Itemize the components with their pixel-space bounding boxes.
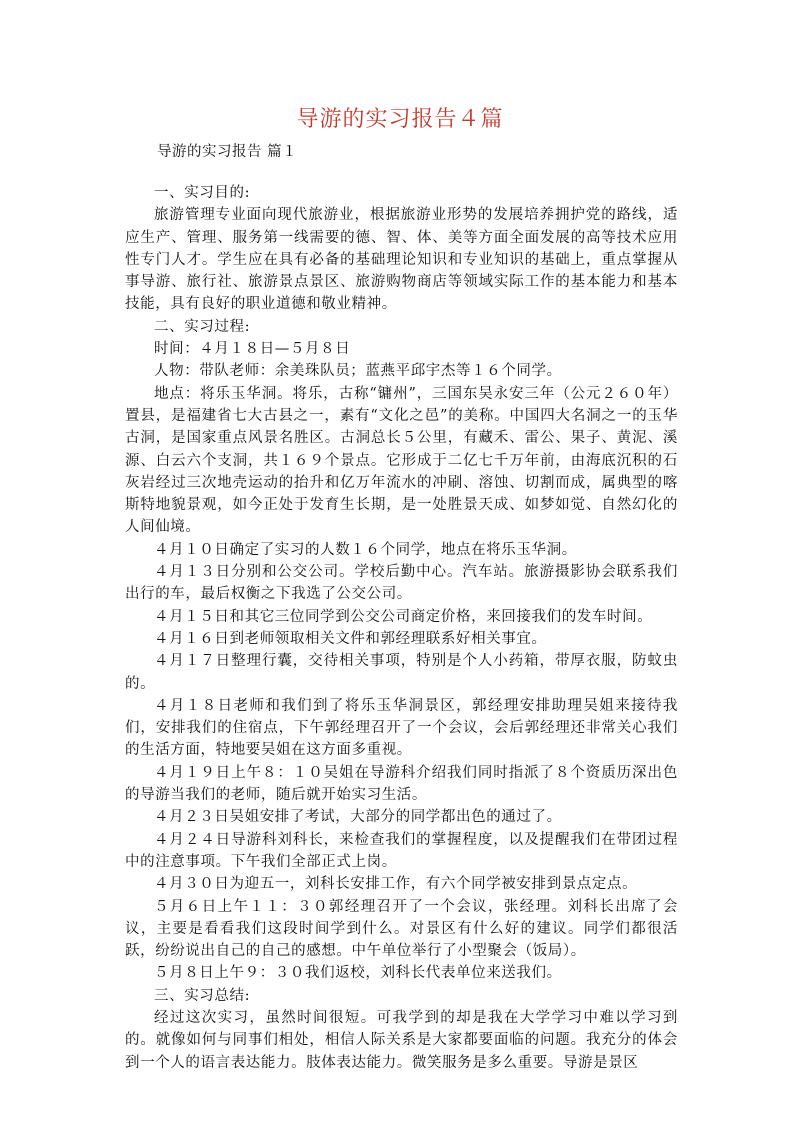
paragraph: 一、实习目的:: [154, 185, 251, 201]
paragraph: ５月８日上午９：３０我们返校，刘科长代表单位来送我们。: [154, 965, 562, 982]
paragraph: 时间：４月１８日—５月８日: [154, 341, 351, 358]
paragraph: ４月２４日导游科刘科长，来检查我们的掌握程度，以及提醒我们在带团过程中的注意事项。下午我们全部正式上岗。: [125, 831, 678, 870]
paragraph: 三、实习总结:: [154, 987, 251, 1004]
paragraph: 二、实习过程:: [154, 318, 251, 335]
paragraph: 旅游管理专业面向现代旅游业，根据旅游业形势的发展培养拥护党的路线，适应生产、管理、服务第一线需要的德、智、体、美等方面全面发展的高等技术应用性专门人才。学生应在具有必备的基础理论知识和专业知识的基础上，重点掌握从事导游、旅行社、旅游景点景区、旅游购物商店等领域实际工作的基本能力和基本技能，具有良好的职业道德和敬业精神。: [125, 207, 678, 313]
paragraph: ４月１８日老师和我们到了将乐玉华洞景区，郭经理安排助理吴姐来接待我们，安排我们的住宿点，下午郭经理召开了一个会议，会后郭经理还非常关心我们的生活方面，特地要吴姐在这方面多重视。: [125, 697, 678, 759]
paragraph: ５月６日上午１１：３０郭经理召开了一个会议，张经理。刘科长出席了会议，主要是看看我们这段时间学到什么。对景区有什么好的建议。同学们都很活跃，纷纷说出自己的自己的感想。中午单位举行了小型聚会（饭局）。: [125, 898, 678, 960]
document-title: 导游的实习报告４篇: [296, 107, 504, 132]
paragraph: ４月１０日确定了实习的人数１６个同学，地点在将乐玉华洞。: [154, 541, 577, 558]
paragraph: ４月１９日上午８：１０吴姐在导游科介绍我们同时指派了８个资质历深出色的导游当我们的老师，随后就开始实习生活。: [125, 764, 678, 804]
document-subtitle: 导游的实习报告 篇１: [157, 144, 298, 160]
paragraph: ４月１５日和其它三位同学到公交公司商定价格，来回接我们的发车时间。: [154, 608, 653, 625]
paragraph: ４月２３日吴姐安排了考试，大部分的同学都出色的通过了。: [154, 809, 562, 826]
paragraph: ４月１６日到老师领取相关文件和郭经理联系好相关事宜。: [154, 630, 547, 647]
paragraph: ４月１３日分别和公交公司。学校后勤中心。汽车站。旅游摄影协会联系我们出行的车，最后权衡之下我选了公交公司。: [125, 564, 678, 603]
paragraph: ４月１７日整理行囊，交待相关事项，特别是个人小药箱，带厚衣服，防蚊虫的。: [125, 653, 678, 692]
paragraph: 经过这次实习，虽然时间很短。可我学到的却是我在大学学习中难以学习到的。就像如何与同事们相处，相信人际关系是大家都要面临的问题。我充分的体会到一个人的语言表达能力。肢体表达能力。微笑服务是多么重要。导游是景区: [125, 1009, 678, 1071]
document-body: [125, 182, 678, 1074]
paragraph: 人物：带队老师：余美珠队员；蓝燕平邱宇杰等１６个同学。: [154, 363, 562, 380]
paragraph: 地点：将乐玉华洞。将乐，古称“镛州”，三国东吴永安三年（公元２６０年）置县，是福建省七大古县之一，素有“文化之邑”的美称。中国四大名洞之一的玉华古洞，是国家重点风景名胜区。古洞总长５公里，有藏禾、雷公、果子、黄泥、溪源、白云六个支洞，共１６９个景点。它形成于二亿七千万年前，由海底沉积的石灰岩经过三次地壳运动的抬升和亿万年流水的冲刷、溶蚀、切割而成，属典型的喀斯特地貌景观，如今正处于发育生长期，是一处胜景天成、如梦如觉、自然幻化的人间仙境。: [125, 385, 678, 536]
paragraph: ４月３０日为迎五一，刘科长安排工作，有六个同学被安排到景点定点。: [154, 876, 638, 893]
